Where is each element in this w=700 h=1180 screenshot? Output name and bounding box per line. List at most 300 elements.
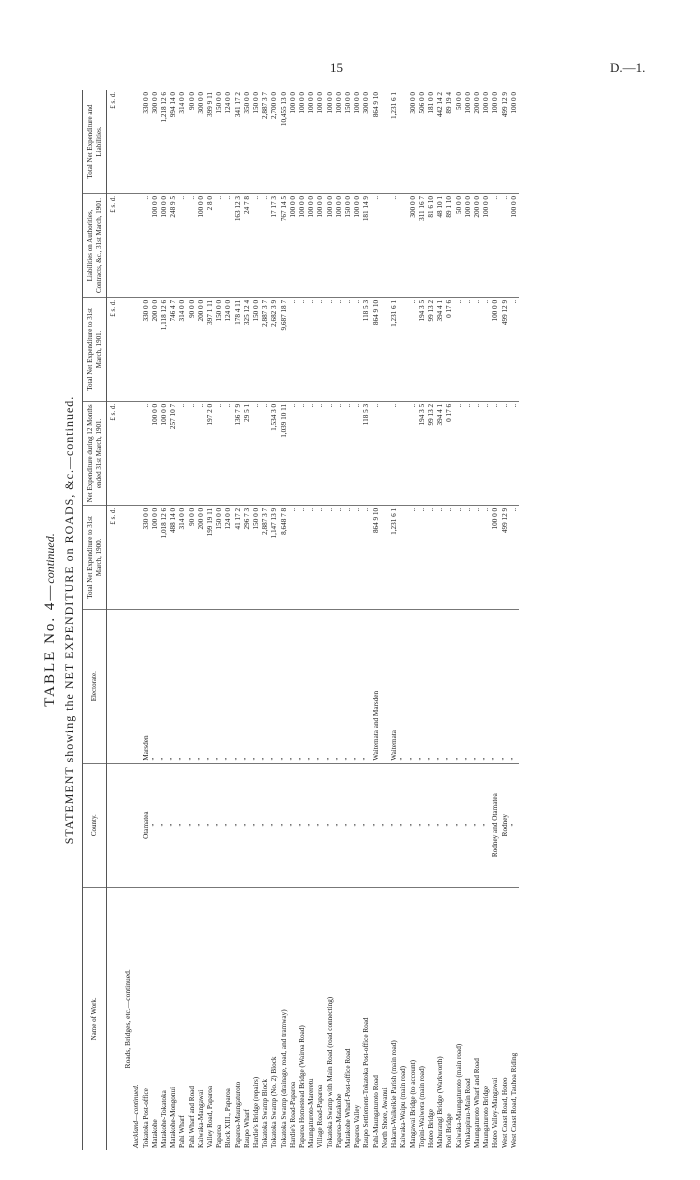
electorate-cell: " [178,609,187,763]
total-1901-cell: 499 12 9 [501,297,510,401]
total-1901-cell: 1,231 6 1 [390,297,399,401]
county-cell: " [445,763,454,887]
electorate-cell: " [188,609,197,763]
subsection-row [132,90,141,1150]
county-cell: " [307,763,316,887]
county-cell: " [270,763,279,887]
county-cell: " [455,763,464,887]
total-liabilities-cell: 994 14 0 [169,90,178,194]
header-electorate: Electorate. [83,609,107,763]
total-liabilities-cell: 150 0 0 [252,90,261,194]
total-1900-cell: .. [289,505,298,609]
electorate-cell: " [353,609,362,763]
electorate-cell: " [252,609,261,763]
table-row [289,90,298,1150]
work-cell: Raupo Wharf [242,1109,251,1148]
net-1901-cell: 100 0 0 [151,401,160,505]
work-cell: Paparoa-Matakohe [334,1093,343,1148]
total-1901-cell: 325 12 4 [243,297,252,401]
county-cell: " [298,763,307,887]
liabilities-cell: 2 8 0 [206,194,215,298]
total-1901-cell: .. [464,297,473,401]
work-cell: Raupo Settlement-Tokatoka Post-office Road [362,1017,371,1148]
county-cell: " [197,763,206,887]
units-label: £ s. d. [107,194,121,298]
total-1900-cell: .. [427,505,436,609]
total-liabilities-cell: 150 0 0 [344,90,353,194]
net-1901-cell: .. [307,401,316,505]
table-row [399,90,408,1150]
net-1901-cell: .. [289,401,298,505]
units-label: £ s. d. [107,297,121,401]
county-cell: " [169,763,178,887]
header-total-1901: Total Net Expenditure to 31st March, 1901. [83,297,107,401]
county-cell: " [418,763,427,887]
table-title [42,90,59,1150]
header-row [83,90,107,1150]
total-1901-cell [399,297,408,401]
table-row [142,90,151,1150]
net-1901-cell: .. [390,401,399,505]
electorate-cell: " [206,609,215,763]
work-cell: West Coast Road, Tauhoa Riding [509,1052,518,1148]
table-row [445,90,454,1150]
table-row [252,90,261,1150]
total-1900-cell: .. [362,505,371,609]
county-cell: " [316,763,325,887]
electorate-cell: " [224,609,233,763]
total-1900-cell: 488 14 0 [169,505,178,609]
header-county: County. [83,763,107,887]
total-liabilities-cell: 350 0 0 [243,90,252,194]
total-1901-cell: .. [510,297,519,401]
total-1900-cell: 296 7 3 [243,505,252,609]
work-cell: North Shore, Awanui [380,1087,389,1148]
net-1901-cell: .. [197,401,206,505]
net-1901-cell: .. [409,401,418,505]
liabilities-cell: 100 0 0 [298,194,307,298]
total-1900-cell: .. [464,505,473,609]
total-1900-cell: .. [409,505,418,609]
county-cell: " [362,763,371,887]
county-cell: " [243,763,252,887]
work-cell: Pahi Wharf [178,1115,187,1148]
units-label: £ s. d. [107,505,121,609]
county-cell: " [252,763,261,887]
work-cell: Paparoa-Maungaturoto [233,1081,242,1148]
liabilities-cell: 150 0 0 [344,194,353,298]
liabilities-cell: 181 14 9 [362,194,371,298]
total-1900-cell: 150 0 0 [252,505,261,609]
net-1901-cell: 0 17 6 [445,401,454,505]
net-1901-cell: .. [353,401,362,505]
total-liabilities-cell: 10,455 13 0 [280,90,289,194]
total-liabilities-cell: 100 0 0 [491,90,500,194]
total-1901-cell: 200 0 0 [197,297,206,401]
total-liabilities-cell: 100 0 0 [316,90,325,194]
county-cell: " [234,763,243,887]
county-cell: " [289,763,298,887]
total-liabilities-cell: 864 9 10 [372,90,381,194]
work-cell: Hoteo Bridge [426,1109,435,1148]
county-cell: " [464,763,473,887]
total-liabilities-cell: 150 0 0 [215,90,224,194]
liabilities-cell: 81 6 10 [427,194,436,298]
table-row [316,90,325,1150]
electorate-cell: " [307,609,316,763]
total-liabilities-cell [399,90,408,194]
total-liabilities-cell: 314 0 0 [178,90,187,194]
total-1900-cell: 499 12 9 [501,505,510,609]
county-cell: " [372,763,381,887]
work-cell: Pahi Wharf and Road [187,1086,196,1148]
total-1901-cell: 1,118 12 6 [160,297,169,401]
table-row [344,90,353,1150]
total-1900-cell: .. [316,505,325,609]
units-blank [107,609,121,763]
electorate-cell: " [455,609,464,763]
total-liabilities-cell: 300 0 0 [362,90,371,194]
liabilities-cell: 100 0 0 [316,194,325,298]
total-1901-cell: 394 4 1 [436,297,445,401]
table-row [270,90,279,1150]
table-row [455,90,464,1150]
liabilities-cell: 100 0 0 [289,194,298,298]
total-1900-cell: 864 9 10 [372,505,381,609]
net-1901-cell: 136 7 9 [234,401,243,505]
electorate-cell: " [280,609,289,763]
county-cell: " [188,763,197,887]
table-row [501,90,510,1150]
total-1900-cell: .. [335,505,344,609]
header-liabilities: Liabilities on Authorities, Contracts, &c., 31st March, 1901. [83,194,107,298]
liabilities-cell: 24 7 8 [243,194,252,298]
liabilities-cell: 767 14 5 [280,194,289,298]
liabilities-cell: .. [142,194,151,298]
electorate-cell: " [270,609,279,763]
total-liabilities-cell: 100 0 0 [298,90,307,194]
total-1901-cell: 330 0 0 [142,297,151,401]
electorate-cell: Waitemata [390,609,399,763]
liabilities-cell: 48 10 1 [436,194,445,298]
liabilities-cell: 100 0 0 [335,194,344,298]
total-1901-cell: 397 1 11 [206,297,215,401]
net-1901-cell: 197 2 0 [206,401,215,505]
net-1901-cell: .. [215,401,224,505]
net-1901-cell: 29 5 1 [243,401,252,505]
net-1901-cell: .. [491,401,500,505]
electorate-cell: " [197,609,206,763]
total-1901-cell: 746 4 7 [169,297,178,401]
work-cell: Matakohe-Tokatoka [160,1090,169,1148]
total-1900-cell: 330 0 0 [142,505,151,609]
county-cell: " [206,763,215,887]
total-1901-cell: 100 0 0 [491,297,500,401]
liabilities-cell: 100 0 0 [160,194,169,298]
table-row [224,90,233,1150]
net-1901-cell: .. [178,401,187,505]
total-1900-cell: .. [326,505,335,609]
statement-heading: STATEMENT showing the NET EXPENDITURE on ROADS, &c.—continued. [62,395,76,845]
work-cell: Matakohe Wharf-Post-office Road [344,1048,353,1148]
net-1901-cell: 99 13 2 [427,401,436,505]
liabilities-cell: .. [224,194,233,298]
electorate-cell: " [316,609,325,763]
expenditure-table [82,90,519,1150]
total-liabilities-cell: 100 0 0 [482,90,491,194]
work-cell: Hoteo Valley-Mangawai [491,1077,500,1148]
total-1901-cell: 864 9 10 [372,297,381,401]
county-cell: " [224,763,233,887]
liabilities-cell: 311 16 7 [418,194,427,298]
net-1901-cell: .. [455,401,464,505]
table-row [390,90,399,1150]
section-label: Roads, Bridges, etc.—continued. [123,969,133,1069]
net-1901-cell: 394 4 1 [436,401,445,505]
total-liabilities-cell: 341 17 2 [234,90,243,194]
net-1901-cell: .. [261,401,270,505]
net-1901-cell: 194 3 5 [418,401,427,505]
total-liabilities-cell: 506 0 0 [418,90,427,194]
total-1900-cell: 8,648 7 8 [280,505,289,609]
table-row [215,90,224,1150]
work-cell: Paparoa Valley [353,1104,362,1148]
county-cell: Otamatea [142,763,151,887]
work-cell: Matakohe [150,1119,159,1148]
total-liabilities-cell: 100 0 0 [289,90,298,194]
work-cell: Topini-Waiwera (main road) [417,1066,426,1148]
total-1900-cell: 200 0 0 [197,505,206,609]
total-1900-cell: .. [455,505,464,609]
table-row [151,90,160,1150]
total-liabilities-cell: 499 12 9 [501,90,510,194]
total-1900-cell: 2,887 3 7 [261,505,270,609]
total-liabilities-cell: 89 19 4 [445,90,454,194]
work-cell: Hardie's Bridge (repairs) [252,1076,261,1148]
total-liabilities-cell: 100 0 0 [326,90,335,194]
work-cell: Hakaru-Waikeikie Parish (main road) [390,1040,399,1148]
table-row [335,90,344,1150]
electorate-cell: " [436,609,445,763]
county-cell: " [390,763,399,887]
work-cell: Pool Bridge [445,1113,454,1148]
header-work: Name of Work. [83,887,107,1150]
total-1900-cell: .. [510,505,519,609]
net-1901-cell: .. [316,401,325,505]
liabilities-cell: .. [501,194,510,298]
work-cell: Valley Road, Paparoa [206,1085,215,1148]
total-liabilities-cell: 300 0 0 [409,90,418,194]
net-1901-cell: .. [344,401,353,505]
work-cell: Paparoa [215,1124,224,1148]
total-1901-cell: .. [298,297,307,401]
total-1901-cell: 2,887 3 7 [261,297,270,401]
county-cell: " [344,763,353,887]
total-liabilities-cell: 100 0 0 [464,90,473,194]
electorate-cell: " [298,609,307,763]
table-row [243,90,252,1150]
table-row [160,90,169,1150]
liabilities-cell: 89 1 10 [445,194,454,298]
electorate-cell: " [418,609,427,763]
total-liabilities-cell: 442 14 2 [436,90,445,194]
table-row [491,90,500,1150]
electorate-cell: " [215,609,224,763]
header-total-liabilities: Total Net Expenditure and Liabilities. [83,90,107,194]
total-1901-cell: .. [289,297,298,401]
total-1900-cell: 90 0 0 [188,505,197,609]
electorate-cell: " [510,609,519,763]
total-1901-cell: .. [335,297,344,401]
net-1901-cell: .. [510,401,519,505]
net-1901-cell: .. [252,401,261,505]
liabilities-cell: 163 12 3 [234,194,243,298]
work-cell: Mahurangi Bridge (Warkworth) [436,1056,445,1148]
liabilities-cell [399,194,408,298]
table-body [107,90,519,1150]
liabilities-cell: .. [252,194,261,298]
work-cell: Maungaturoto Bridge [482,1085,491,1148]
table-row [261,90,270,1150]
total-1900-cell: .. [473,505,482,609]
units-row [107,90,121,1150]
total-1900-cell: 100 0 0 [151,505,160,609]
electorate-cell: " [326,609,335,763]
net-1901-cell: .. [501,401,510,505]
total-1901-cell: 200 0 0 [151,297,160,401]
liabilities-cell: .. [188,194,197,298]
liabilities-cell: 17 17 3 [270,194,279,298]
total-1901-cell: 150 0 0 [215,297,224,401]
total-liabilities-cell: 2,700 0 0 [270,90,279,194]
total-liabilities-cell: 100 0 0 [510,90,519,194]
net-1901-cell: .. [464,401,473,505]
work-cell: Village Road-Paparoa [316,1084,325,1148]
electorate-cell: " [399,609,408,763]
section-row [120,90,132,1150]
table-title-main: TABLE No. 4— [42,583,58,707]
county-cell: Rodney and Otamatea [491,763,500,887]
total-1901-cell: .. [409,297,418,401]
electorate-cell: " [234,609,243,763]
county-cell: " [473,763,482,887]
net-1901-cell: 1,534 3 0 [270,401,279,505]
liabilities-cell: .. [178,194,187,298]
rotated-table-block [40,90,680,1150]
table-row [427,90,436,1150]
electorate-cell: " [344,609,353,763]
liabilities-cell: .. [390,194,399,298]
total-liabilities-cell: 200 0 0 [473,90,482,194]
header-total-1900: Total Net Expenditure to 31st March, 1900. [83,505,107,609]
total-1900-cell: 199 19 11 [206,505,215,609]
total-1901-cell: .. [482,297,491,401]
page-number: 15 [330,60,343,75]
work-cell: Kaiwaka-Maungaturoto (main road) [454,1043,463,1148]
work-cell: Kaiwaka-Mangawai [196,1089,205,1148]
total-1901-cell: 178 4 11 [234,297,243,401]
total-1901-cell: 90 0 0 [188,297,197,401]
total-liabilities-cell: 124 0 0 [224,90,233,194]
liabilities-cell: 100 0 0 [510,194,519,298]
net-1901-cell: 100 0 0 [160,401,169,505]
total-1900-cell: 1,147 13 9 [270,505,279,609]
total-1900-cell: .. [307,505,316,609]
county-cell: " [399,763,408,887]
electorate-cell: " [482,609,491,763]
electorate-cell: " [409,609,418,763]
work-cell: Matakohe-Mongonui [169,1086,178,1148]
county-cell: " [381,763,390,887]
net-1901-cell [399,401,408,505]
total-liabilities-cell: 300 0 0 [197,90,206,194]
county-cell: " [510,763,519,887]
electorate-cell: " [151,609,160,763]
liabilities-cell: 300 0 0 [409,194,418,298]
net-1901-cell: .. [372,401,381,505]
table-row [381,90,390,1150]
county-cell: " [178,763,187,887]
work-cell: Tokatoka Swamp with Main Road (road connecting) [325,996,334,1148]
electorate-cell: " [473,609,482,763]
total-1900-cell: .. [353,505,362,609]
total-1900-cell: .. [482,505,491,609]
net-1901-cell: .. [326,401,335,505]
table-row [206,90,215,1150]
liabilities-cell: 100 0 0 [482,194,491,298]
electorate-cell: Marsden [142,609,151,763]
document-reference: D.—1. [610,60,646,75]
table-row [362,90,371,1150]
units-blank [107,887,121,1150]
work-cell: Whakapirau-Main Road [463,1078,472,1148]
total-liabilities-cell: 50 0 0 [455,90,464,194]
table-row [307,90,316,1150]
liabilities-cell: .. [215,194,224,298]
work-cell: Tokatoka Post-office [141,1088,150,1148]
work-cell: Tokatoka Swamp (No. 2) Block [270,1056,279,1148]
total-liabilities-cell: 330 0 0 [142,90,151,194]
total-1900-cell [381,505,390,609]
total-1900-cell: 314 0 0 [178,505,187,609]
total-1900-cell: .. [418,505,427,609]
work-cell: Maungaturoto-Mareretu [307,1078,316,1148]
total-1901-cell: .. [326,297,335,401]
net-1901-cell: .. [298,401,307,505]
liabilities-cell: 100 0 0 [151,194,160,298]
total-1901-cell: 99 13 2 [427,297,436,401]
table-row [510,90,519,1150]
liabilities-cell: 50 0 0 [455,194,464,298]
total-1901-cell: 150 0 0 [252,297,261,401]
units-label: £ s. d. [107,90,121,194]
work-cell: Block XIII., Paparoa [224,1088,233,1148]
table-row [372,90,381,1150]
electorate-cell: " [501,609,510,763]
table-row [353,90,362,1150]
electorate-cell: " [243,609,252,763]
total-1900-cell: 1,018 12 6 [160,505,169,609]
total-liabilities-cell: 100 0 0 [353,90,362,194]
total-1900-cell: .. [445,505,454,609]
total-1901-cell: 0 17 6 [445,297,454,401]
liabilities-cell: 100 0 0 [307,194,316,298]
electorate-cell: " [335,609,344,763]
liabilities-cell: .. [261,194,270,298]
total-liabilities-cell [381,90,390,194]
work-cell: Maungaturoto Wharf and Road [472,1058,481,1148]
county-cell: " [215,763,224,887]
